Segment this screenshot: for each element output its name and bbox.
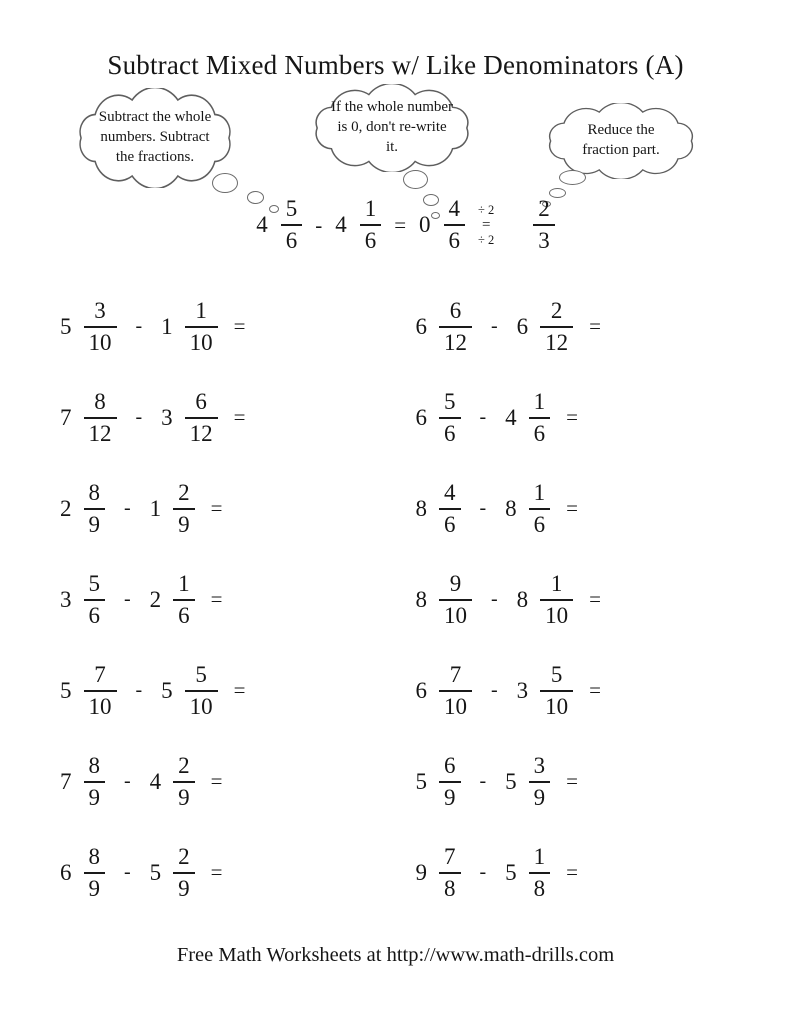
denominator: 9: [178, 875, 190, 901]
thought-bubble-zero: [308, 84, 476, 172]
equals-sign: =: [589, 314, 602, 338]
denominator: 6: [88, 602, 100, 628]
denominator: 6: [285, 228, 298, 253]
subtrahend-whole: 3: [516, 677, 529, 703]
minuend-whole: 9: [415, 859, 427, 885]
numerator: 2: [173, 844, 195, 874]
minus-sign: -: [491, 679, 498, 701]
minuend-whole: 8: [415, 495, 427, 521]
minuend-fraction: [84, 662, 117, 720]
minuend-whole: 5: [60, 313, 72, 339]
denominator: 12: [88, 420, 112, 446]
worked-example: [0, 196, 791, 254]
denominator: 8: [444, 875, 456, 901]
numerator: 4: [439, 480, 461, 510]
bubble-text: If the whole number is 0, don't re-write it.: [330, 99, 454, 155]
subtrahend-fraction: [173, 571, 195, 629]
numerator: 6: [439, 298, 472, 328]
minuend-whole: 3: [60, 586, 72, 612]
denominator: 10: [189, 693, 213, 719]
minus-sign: -: [479, 861, 487, 883]
minuend-whole: 2: [60, 495, 72, 521]
minuend-fraction: [84, 480, 106, 538]
denominator: 9: [444, 784, 456, 810]
minus-sign: -: [135, 406, 143, 428]
divide-by-two-bottom: ÷ 2: [478, 233, 495, 248]
numerator: 2: [533, 196, 555, 226]
subtrahend-whole: 5: [505, 768, 517, 794]
minuend-whole: 5: [60, 677, 72, 703]
minuend-fraction: [84, 844, 106, 902]
reduced-fraction: [533, 196, 555, 254]
numerator: 2: [540, 298, 573, 328]
minuend-fraction: [84, 753, 106, 811]
equals-sign: =: [233, 405, 246, 429]
denominator: 9: [178, 511, 190, 537]
denominator: 6: [533, 511, 546, 537]
minuend-whole: 4: [256, 212, 268, 237]
reduce-annotation: [478, 203, 494, 248]
minus-sign: -: [315, 212, 323, 237]
numerator: 5: [84, 571, 106, 601]
numerator: 8: [84, 844, 106, 874]
subtrahend-whole: 2: [149, 586, 162, 612]
denominator: 6: [444, 420, 456, 446]
subtrahend-fraction: [173, 844, 195, 902]
numerator: 3: [529, 753, 551, 783]
minuend-whole: 6: [60, 859, 72, 885]
problem-13: [40, 827, 396, 918]
subtrahend-fraction: [185, 298, 218, 356]
denominator: 6: [533, 420, 546, 446]
minus-sign: -: [124, 770, 131, 792]
numerator: 4: [444, 196, 466, 226]
thought-trail-bubble: [212, 173, 238, 193]
equals-sign: =: [566, 860, 579, 884]
denominator: 8: [533, 875, 546, 901]
subtrahend-fraction: [529, 844, 551, 902]
minuend-fraction: [439, 662, 472, 720]
problems-grid: [40, 281, 751, 918]
subtrahend-whole: 8: [516, 586, 529, 612]
equals-sign: =: [233, 314, 246, 338]
numerator: 1: [185, 298, 218, 328]
problem-6: [396, 463, 752, 554]
denominator: 9: [88, 511, 100, 537]
problem-8: [396, 554, 752, 645]
equals-sign: =: [210, 860, 223, 884]
numerator: 9: [439, 571, 472, 601]
minuend-fraction: [84, 571, 106, 629]
problem-9: [40, 645, 396, 736]
problem-3: [40, 372, 396, 463]
equals-sign: =: [210, 769, 223, 793]
minus-sign: -: [479, 406, 487, 428]
minuend-whole: 6: [415, 677, 427, 703]
denominator: 9: [178, 784, 190, 810]
numerator: 5: [439, 389, 461, 419]
subtrahend-fraction: [540, 571, 573, 629]
bubble-text: Reduce the fraction part.: [582, 122, 660, 158]
minus-sign: -: [479, 770, 487, 792]
denominator: 10: [545, 693, 569, 719]
minuend-whole: 8: [415, 586, 427, 612]
subtrahend-whole: 4: [149, 768, 162, 794]
thought-bubble-reduce: [542, 103, 700, 179]
numerator: 8: [84, 753, 106, 783]
subtrahend-fraction: [360, 196, 382, 254]
equals-sign: =: [566, 496, 579, 520]
subtrahend-whole: 3: [161, 404, 173, 430]
equals-sign: =: [566, 769, 579, 793]
numerator: 5: [185, 662, 218, 692]
problem-1: [40, 281, 396, 372]
thought-bubble-subtract: [72, 88, 238, 188]
denominator: 10: [88, 693, 112, 719]
problem-14: [396, 827, 752, 918]
subtrahend-fraction: [529, 480, 551, 538]
denominator: 9: [88, 784, 100, 810]
minus-sign: -: [491, 588, 498, 610]
bubble-text: Subtract the whole numbers. Subtract the fractions.: [98, 109, 212, 165]
equals-sign: =: [589, 678, 602, 702]
equals-sign: =: [589, 587, 602, 611]
problem-11: [40, 736, 396, 827]
equals-sign: =: [233, 678, 246, 702]
subtrahend-whole: 5: [505, 859, 517, 885]
minuend-fraction: [84, 389, 117, 447]
numerator: 1: [529, 844, 551, 874]
denominator: 9: [533, 784, 546, 810]
denominator: 6: [364, 228, 377, 253]
numerator: 6: [439, 753, 461, 783]
numerator: 5: [281, 196, 303, 226]
numerator: 1: [173, 571, 195, 601]
thought-trail-bubble: [559, 170, 586, 185]
problem-12: [396, 736, 752, 827]
denominator: 6: [444, 511, 456, 537]
subtrahend-fraction: [185, 389, 218, 447]
numerator: 5: [540, 662, 573, 692]
minus-sign: -: [124, 861, 131, 883]
minuend-fraction: [439, 298, 472, 356]
denominator: 3: [538, 228, 550, 253]
problem-7: [40, 554, 396, 645]
numerator: 1: [529, 480, 551, 510]
minuend-whole: 7: [60, 768, 72, 794]
subtrahend-fraction: [173, 753, 195, 811]
numerator: 6: [185, 389, 218, 419]
page-title: Subtract Mixed Numbers w/ Like Denominators (A): [107, 50, 684, 80]
equals-sign: =: [566, 405, 579, 429]
subtrahend-fraction: [540, 298, 573, 356]
numerator: 7: [439, 844, 461, 874]
subtrahend-whole: 4: [335, 212, 347, 237]
result-whole: 0: [419, 212, 431, 237]
denominator: 10: [444, 602, 467, 628]
denominator: 12: [545, 329, 569, 355]
minuend-whole: 5: [415, 768, 427, 794]
minuend-fraction: [84, 298, 117, 356]
minus-sign: -: [479, 497, 487, 519]
subtrahend-whole: 4: [505, 404, 517, 430]
subtrahend-fraction: [529, 389, 551, 447]
numerator: 2: [173, 480, 195, 510]
minuend-fraction: [439, 389, 461, 447]
minus-sign: -: [124, 588, 131, 610]
problem-5: [40, 463, 396, 554]
result-fraction: [444, 196, 466, 254]
denominator: 12: [189, 420, 213, 446]
problem-10: [396, 645, 752, 736]
numerator: 3: [84, 298, 117, 328]
equals-sign: =: [481, 216, 491, 233]
minuend-whole: 6: [415, 313, 427, 339]
denominator: 10: [88, 329, 112, 355]
numerator: 1: [360, 196, 382, 226]
minus-sign: -: [124, 497, 131, 519]
minus-sign: -: [491, 315, 498, 337]
minuend-fraction: [281, 196, 303, 254]
denominator: 12: [444, 329, 467, 355]
subtrahend-whole: 5: [161, 677, 173, 703]
subtrahend-whole: 6: [516, 313, 529, 339]
thought-trail-bubble: [403, 170, 428, 189]
subtrahend-fraction: [540, 662, 573, 720]
subtrahend-fraction: [529, 753, 551, 811]
denominator: 10: [444, 693, 467, 719]
denominator: 10: [189, 329, 213, 355]
divide-by-two-top: ÷ 2: [478, 202, 495, 217]
subtrahend-whole: 1: [161, 313, 173, 339]
numerator: 8: [84, 389, 117, 419]
numerator: 7: [84, 662, 117, 692]
denominator: 9: [88, 875, 100, 901]
minuend-fraction: [439, 571, 472, 629]
footer-credit: Free Math Worksheets at http://www.math-drills.com: [176, 944, 615, 966]
numerator: 1: [529, 389, 551, 419]
equals-sign: =: [394, 212, 407, 237]
minus-sign: -: [135, 315, 143, 337]
numerator: 1: [540, 571, 573, 601]
equals-sign: =: [210, 496, 223, 520]
subtrahend-fraction: [173, 480, 195, 538]
minuend-fraction: [439, 753, 461, 811]
subtrahend-whole: 8: [505, 495, 517, 521]
denominator: 10: [545, 602, 569, 628]
denominator: 6: [448, 228, 461, 253]
subtrahend-fraction: [185, 662, 218, 720]
numerator: 7: [439, 662, 472, 692]
numerator: 8: [84, 480, 106, 510]
minuend-whole: 6: [415, 404, 427, 430]
minus-sign: -: [135, 679, 143, 701]
problem-2: [396, 281, 752, 372]
minuend-fraction: [439, 480, 461, 538]
minuend-whole: 7: [60, 404, 72, 430]
subtrahend-whole: 5: [149, 859, 162, 885]
problem-4: [396, 372, 752, 463]
subtrahend-whole: 1: [149, 495, 162, 521]
minuend-fraction: [439, 844, 461, 902]
denominator: 6: [178, 602, 190, 628]
numerator: 2: [173, 753, 195, 783]
equals-sign: =: [210, 587, 223, 611]
